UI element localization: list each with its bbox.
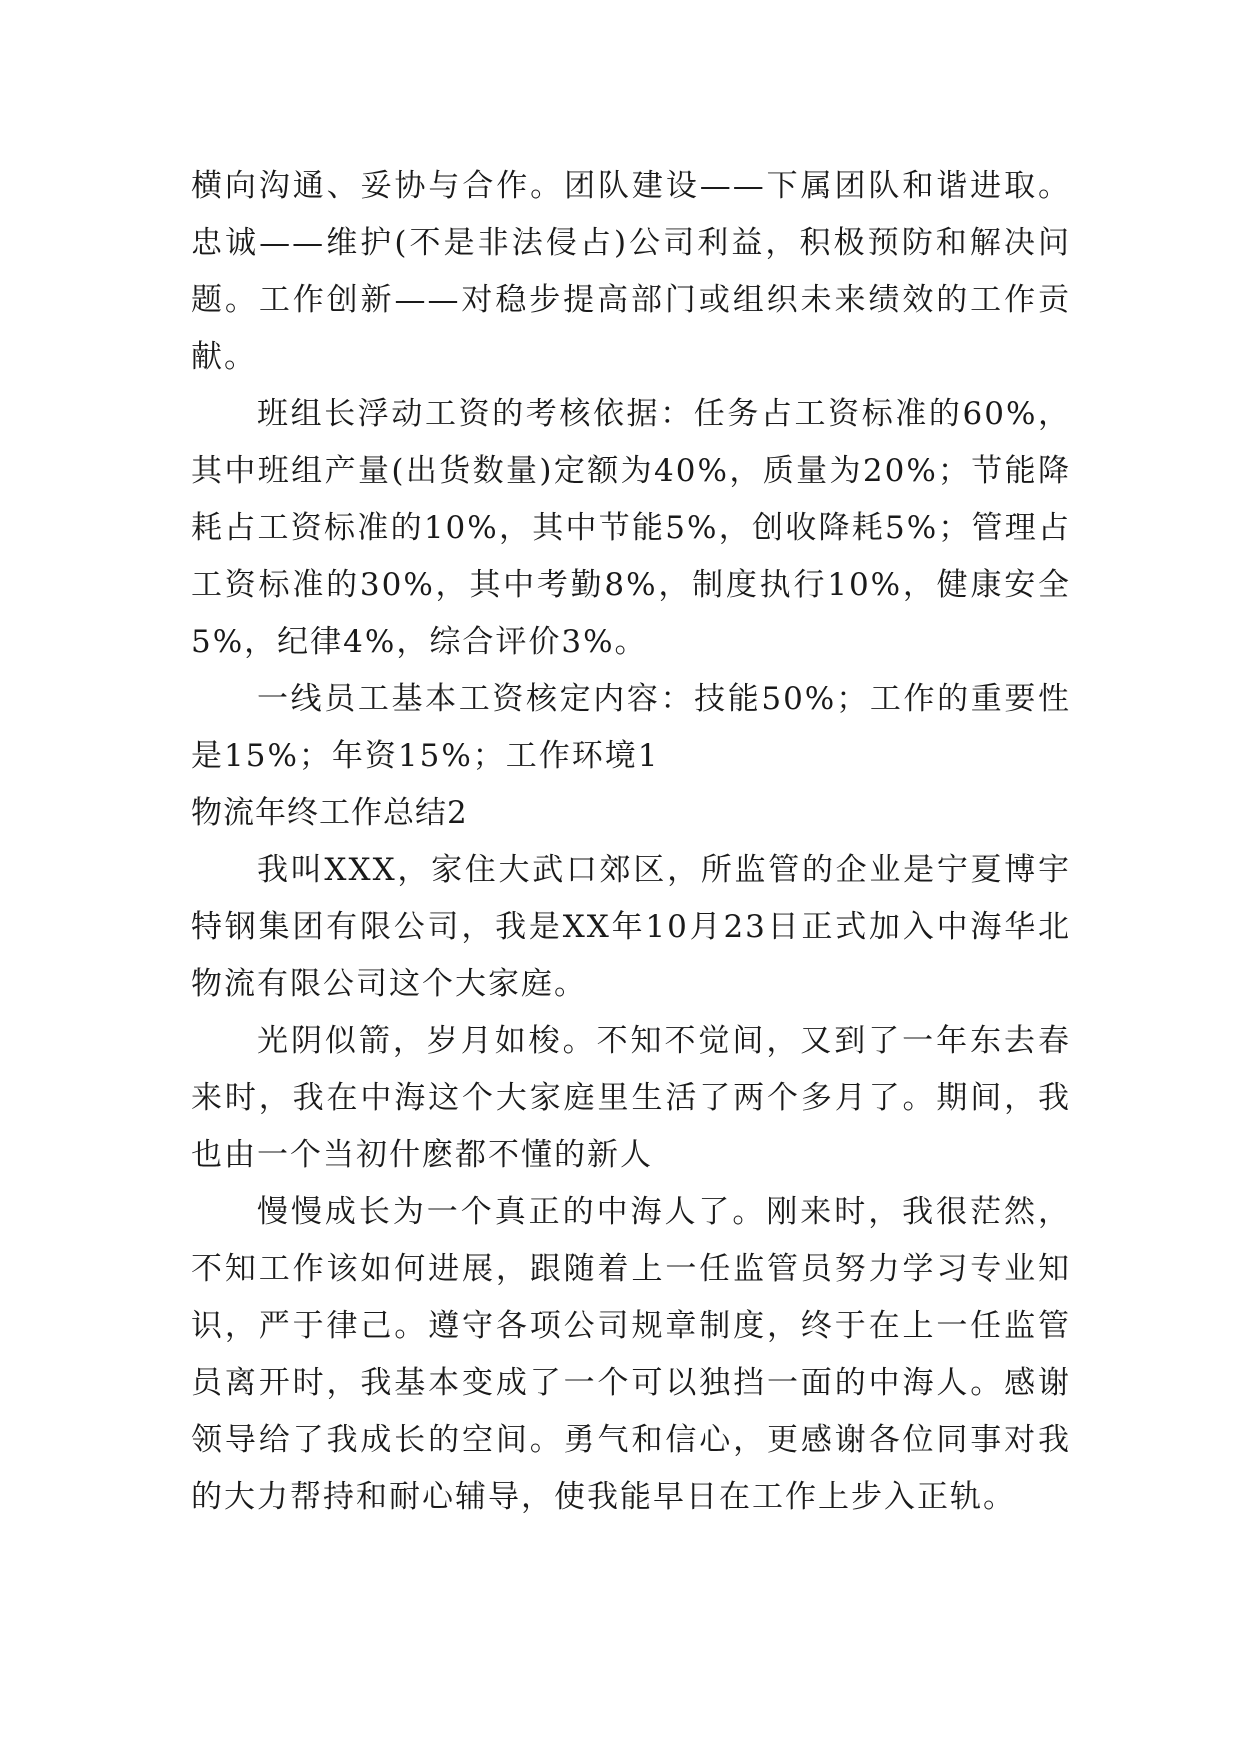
paragraph-frontline-salary: 一线员工基本工资核定内容：技能50%；工作的重要性是15%；年资15%；工作环境1 — [191, 681, 1071, 774]
paragraph-time-passing: 光阴似箭，岁月如梭。不知不觉间，又到了一年东去春来时，我在中海这个大家庭里生活了两个多月了。期间，我也由一个当初什麽都不懂的新人 — [191, 1023, 1071, 1173]
paragraph-self-intro: 我叫XXX，家住大武口郊区，所监管的企业是宁夏博宇特钢集团有限公司，我是XX年10月23日正式加入中海华北物流有限公司这个大家庭。 — [191, 852, 1071, 1002]
paragraph-growth: 慢慢成长为一个真正的中海人了。刚来时，我很茫然，不知工作该如何进展，跟随着上一任监管员努力学习专业知识，严于律己。遵守各项公司规章制度，终于在上一任监管员离开时，我基本变成了一个可以独挡一面的中海人。感谢领导给了我成长的空间。勇气和信心，更感谢各位同事对我的大力帮持和耐心辅导，使我能早日在工作上步入正轨。 — [191, 1194, 1071, 1515]
section-title: 物流年终工作总结2 — [191, 795, 468, 831]
paragraph-team-leader-salary: 班组长浮动工资的考核依据：任务占工资标准的60%，其中班组产量(出货数量)定额为40%，质量为20%；节能降耗占工资标准的10%，其中节能5%，创收降耗5%；管理占工资标准的30%，其中考勤8%，制度执行10%，健康安全5%，纪律4%，综合评价3%。 — [191, 396, 1071, 660]
document-body — [191, 158, 1071, 1526]
paragraph-team-values: 横向沟通、妥协与合作。团队建设——下属团队和谐进取。忠诚——维护(不是非法侵占)公司利益，积极预防和解决问题。工作创新——对稳步提高部门或组织未来绩效的工作贡献。 — [191, 168, 1071, 375]
